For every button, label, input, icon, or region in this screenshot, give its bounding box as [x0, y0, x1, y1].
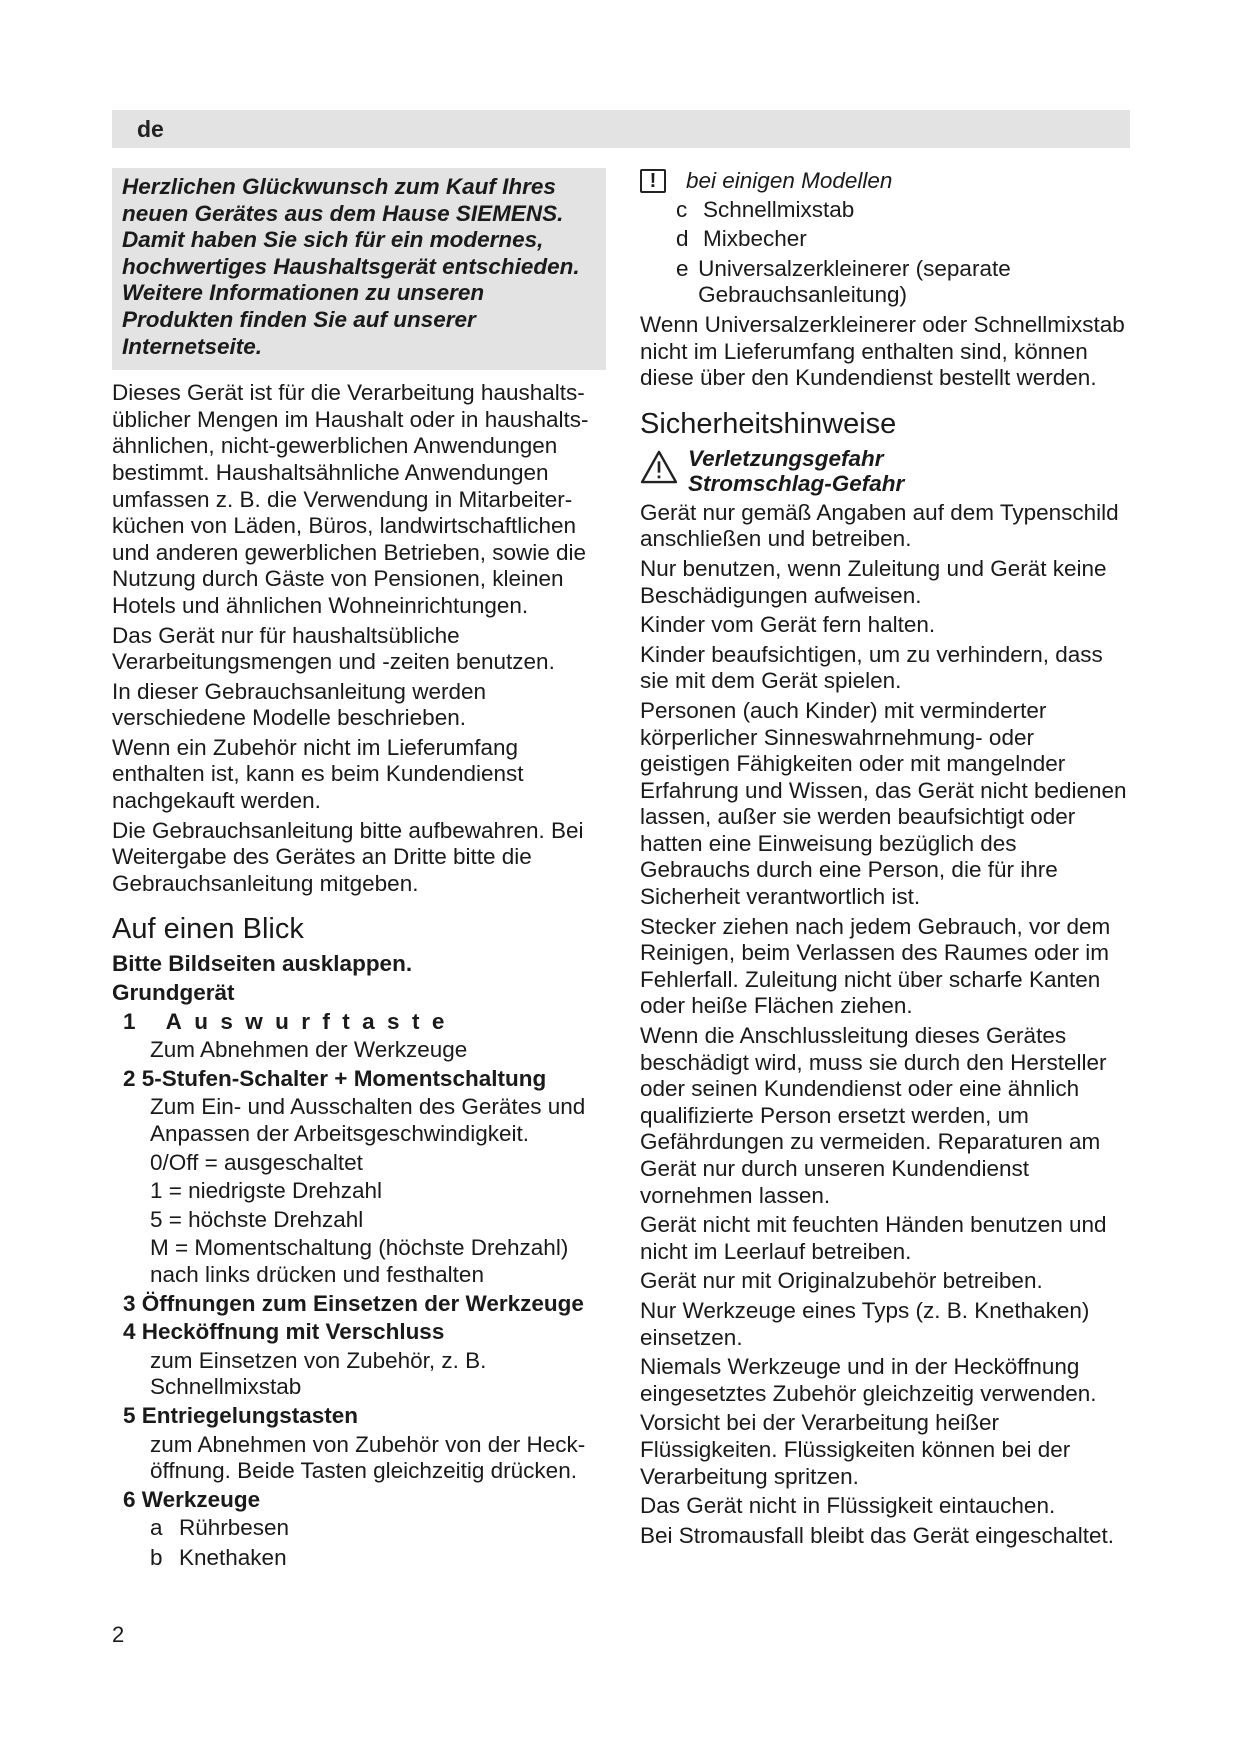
item-title: 1 Auswurftaste	[123, 1008, 457, 1034]
item-text: M = Momentschaltung (höchste Drehzahl) nach links drücken und festhalten	[150, 1235, 569, 1287]
list-item	[676, 256, 1130, 309]
warning-line: Verletzungsgefahr	[688, 445, 884, 471]
list-item	[150, 1545, 606, 1572]
item-title: 2 5-Stufen-Schalter + Momentschaltung	[123, 1065, 547, 1091]
list-text: Knethaken	[179, 1544, 287, 1570]
list-letter: e	[676, 255, 689, 281]
language-bar	[112, 110, 1130, 148]
warning-text	[688, 446, 904, 496]
safety-item: Das Gerät nicht in Flüssigkeit eintauchen.	[640, 1493, 1056, 1519]
model-note	[640, 168, 1130, 195]
left-column	[112, 168, 606, 1575]
safety-item: Vorsicht bei der Verarbeitung heißer Flüssigkeiten. Flüssigkeiten können bei der Verarbeitung spritzen.	[640, 1410, 1071, 1489]
fold-out-hint: Bitte Bildseiten ausklappen.	[112, 951, 413, 977]
paragraph: In dieser Gebrauchsanleitung werden verschiedene Modelle beschrieben.	[112, 678, 486, 731]
model-note-text: bei einigen Modellen	[686, 168, 893, 193]
section-title-overview: Auf einen Blick	[112, 913, 304, 946]
item-text: Zum Abnehmen der Werkzeuge	[150, 1037, 468, 1063]
list-text: Mixbecher	[703, 226, 807, 252]
paragraph: Die Gebrauchsanleitung bitte aufbewahren. Bei Weitergabe des Gerätes an Dritte bitte die Gebrauchsanleitung mitgeben.	[112, 817, 584, 896]
item-title: 4 Hecköffnung mit Verschluss	[123, 1319, 445, 1345]
safety-item: Kinder beaufsichtigen, um zu verhindern, dass sie mit dem Gerät spielen.	[640, 641, 1103, 694]
safety-item: Wenn die Anschlussleitung dieses Gerätes beschädigt wird, muss sie durch den Hersteller oder seinen Kundendienst oder eine ähnlich qualifizierte Person ersetzt werden, um Gefährdungen zu vermeiden. Reparaturen am Gerät nur durch unseren Kundendienst vornehmen lassen.	[640, 1023, 1107, 1208]
item-title: 5 Entriegelungstasten	[123, 1402, 359, 1428]
list-text: Universalzerkleinerer (separate Gebrauchsanleitung)	[698, 255, 1011, 308]
item-title: 6 Werkzeuge	[123, 1486, 261, 1512]
safety-item: Gerät nur gemäß Angaben auf dem Typenschild anschließen und betreiben.	[640, 499, 1119, 552]
base-unit-heading: Grundgerät	[112, 980, 235, 1006]
list-letter: a	[150, 1515, 163, 1541]
paragraph: Das Gerät nur für haushaltsübliche Verarbeitungsmengen und -zeiten benutzen.	[112, 622, 555, 675]
safety-item: Gerät nur mit Originalzubehör betreiben.	[640, 1268, 1043, 1294]
language-label: de	[137, 116, 164, 142]
safety-item: Nur benutzen, wenn Zuleitung und Gerät keine Beschädigungen aufweisen.	[640, 555, 1107, 608]
right-column	[640, 168, 1130, 1552]
safety-item: Bei Stromausfall bleibt das Gerät eingeschaltet.	[640, 1522, 1115, 1548]
warning-block	[640, 446, 1130, 496]
safety-item: Nur Werkzeuge eines Typs (z. B. Knethaken) einsetzen.	[640, 1297, 1090, 1350]
warning-triangle-icon	[640, 450, 678, 484]
exclamation-icon: !	[640, 169, 666, 193]
list-letter: b	[150, 1544, 163, 1570]
item-text: zum Abnehmen von Zubehör von der Hecköffnung. Beide Tasten gleichzeitig drücken.	[150, 1431, 586, 1484]
list-text: Rührbesen	[179, 1515, 290, 1541]
safety-item: Stecker ziehen nach jedem Gebrauch, vor dem Reinigen, beim Verlassen des Raumes oder im Fehlerfall. Zuleitung nicht über scharfe Kanten oder heiße Flächen ziehen.	[640, 913, 1111, 1019]
section-title-safety: Sicherheitshinweise	[640, 407, 897, 440]
paragraph: Wenn ein Zubehör nicht im Lieferumfang enthalten ist, kann es beim Kundendienst nachgekauft werden.	[112, 734, 524, 814]
list-item	[676, 197, 1130, 224]
list-text: Schnellmixstab	[703, 196, 855, 222]
safety-item: Kinder vom Gerät fern halten.	[640, 612, 936, 638]
item-text: 1 = niedrigste Drehzahl	[150, 1178, 383, 1204]
safety-item: Personen (auch Kinder) mit verminderter körperlicher Sinneswahrnehmung- oder geistigen Fähigkeiten oder mit mangelnder Erfahrung und Wissen, das Gerät nicht bedienen lassen, außer sie werden beaufsichtigt oder hatten eine Einweisung bezüglich des Gebrauchs durch eine Person, die für ihre Sicherheit verantwortlich ist.	[640, 697, 1127, 910]
list-item	[676, 226, 1130, 253]
safety-item: Gerät nicht mit feuchten Händen benutzen und nicht im Leerlauf betreiben.	[640, 1212, 1107, 1264]
item-text: 0/Off = ausgeschaltet	[150, 1149, 363, 1175]
safety-item: Niemals Werkzeuge und in der Hecköffnung eingesetztes Zubehör gleichzeitig verwenden.	[640, 1354, 1097, 1406]
list-letter: d	[676, 226, 689, 252]
item-text: 5 = höchste Drehzahl	[150, 1206, 364, 1232]
list-letter: c	[676, 196, 688, 222]
accessory-note: Wenn Universalzerkleinerer oder Schnellmixstab nicht im Lieferumfang enthalten sind, können diese über den Kundendienst bestellt werden.	[640, 311, 1125, 391]
warning-line: Stromschlag-Gefahr	[688, 470, 905, 496]
paragraph: Dieses Gerät ist für die Verarbeitung haushaltsüblicher Mengen im Haushalt oder in haushaltsähnlichen, nicht-gewerblichen Anwendungen bestimmt. Haushaltsähnliche Anwendungen umfassen z. B. die Verwendung in Mitarbeiterküchen von Läden, Büros, landwirtschaftlichen und anderen gewerblichen Betrieben, sowie die Nutzung durch Gäste von Pensionen, kleinen Hotels und ähnlichen Wohneinrichtungen.	[112, 380, 589, 618]
intro-box: Herzlichen Glückwunsch zum Kauf Ihres neuen Gerätes aus dem Hause SIEMENS. Damit haben Sie sich für ein modernes, hochwertiges Haushaltsgerät entschieden. Weitere Informationen zu unseren Produkten finden Sie auf unserer Internetseite.	[112, 168, 606, 370]
item-title: 3 Öffnungen zum Einsetzen der Werkzeuge	[123, 1290, 584, 1316]
list-item	[150, 1515, 606, 1542]
item-text: Zum Ein- und Ausschalten des Gerätes und Anpassen der Arbeitsgeschwindigkeit.	[150, 1094, 586, 1146]
item-text: zum Einsetzen von Zubehör, z. B. Schnellmixstab	[150, 1347, 487, 1400]
page-number: 2	[112, 1622, 125, 1647]
